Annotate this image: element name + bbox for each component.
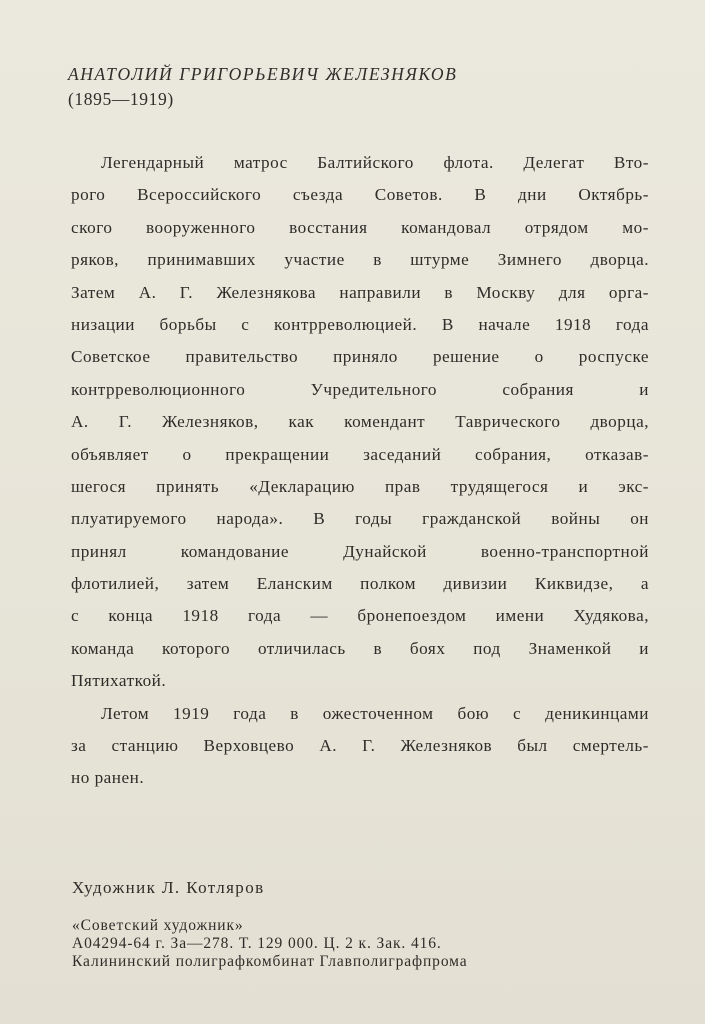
text-line: флотилией, затем Еланским полком дивизии Киквидзе, а bbox=[71, 574, 649, 594]
text-line: объявляет о прекращении заседаний собрания, отказав- bbox=[71, 444, 649, 464]
person-name-heading: АНАТОЛИЙ ГРИГОРЬЕВИЧ ЖЕЛЕЗНЯКОВ bbox=[68, 64, 458, 84]
text-line: команда которого отличилась в боях под Знаменкой и bbox=[71, 638, 649, 658]
text-line: Легендарный матрос Балтийского флота. Делегат Вто- bbox=[101, 153, 649, 172]
text-line: А. Г. Железняков, как комендант Таврического дворца, bbox=[71, 412, 649, 432]
text-line: Летом 1919 года в ожесточенном бою с деникинцами bbox=[101, 703, 649, 723]
text-line: Затем А. Г. Железнякова направили в Москву для орга- bbox=[71, 282, 649, 302]
biography-text bbox=[71, 147, 649, 795]
text-line: низации борьбы с контрреволюцией. В начале 1918 года bbox=[71, 314, 649, 334]
imprint-block bbox=[72, 917, 468, 971]
text-line: Советское правительство приняло решение о роспуске bbox=[71, 347, 649, 367]
artist-credit: Художник Л. Котляров bbox=[72, 878, 265, 897]
text-line: принял командование Дунайской военно-транспортной bbox=[71, 541, 649, 561]
publisher-line: «Советский художник» bbox=[72, 917, 244, 934]
printer-line: Калининский полиграфкомбинат Главполиграфпрома bbox=[72, 953, 468, 970]
text-line: шегося принять «Декларацию прав трудящегося и экс- bbox=[71, 476, 649, 496]
text-line: плуатируемого народа». В годы гражданской войны он bbox=[71, 509, 649, 529]
text-line: ряков, принимавших участие в штурме Зимнего дворца. bbox=[71, 250, 649, 270]
text-line: ского вооруженного восстания командовал отрядом мо- bbox=[71, 217, 649, 237]
text-line: контрреволюционного Учредительного собрания и bbox=[71, 379, 649, 399]
text-line: Пятихаткой. bbox=[71, 671, 167, 691]
text-line: за станцию Верховцево А. Г. Железняков был смертель- bbox=[71, 736, 649, 756]
text-line: но ранен. bbox=[71, 768, 145, 788]
life-years: (1895—1919) bbox=[68, 89, 174, 109]
text-line: с конца 1918 года — бронепоездом имени Худякова, bbox=[71, 606, 649, 626]
print-details-line: А04294-64 г. За—278. Т. 129 000. Ц. 2 к. Зак. 416. bbox=[72, 935, 442, 952]
text-line: рого Всероссийского съезда Советов. В дни Октябрь- bbox=[71, 185, 649, 205]
